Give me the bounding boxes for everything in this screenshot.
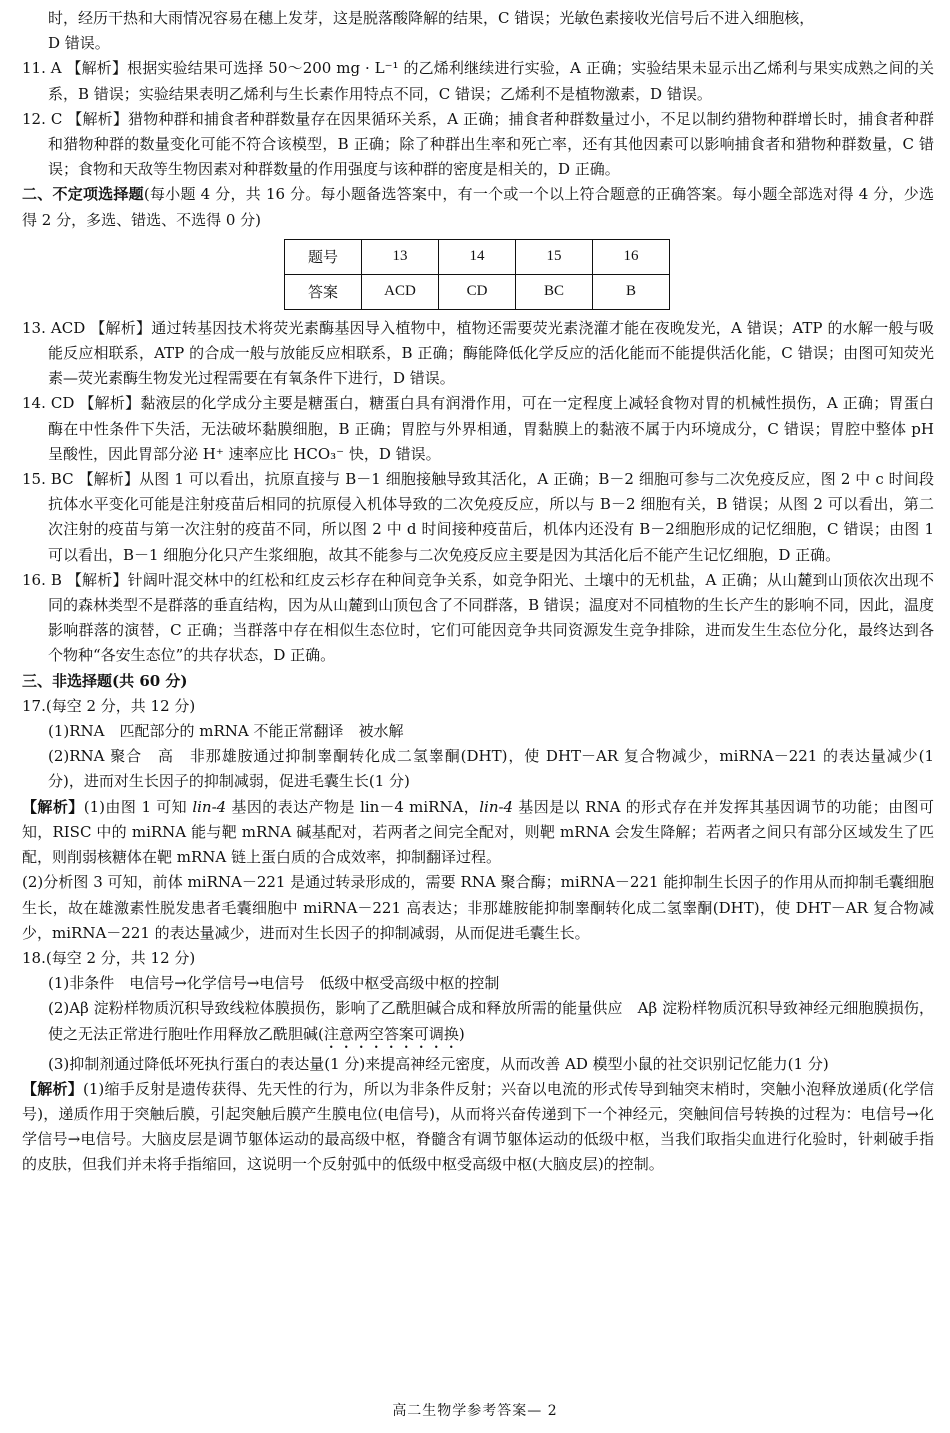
- text-run: ): [458, 1024, 465, 1043]
- text-run: 基因是以 RNA 的形式存在并发挥其基因调节的功能；由图可知，RISC 中的 miRNA 能与靶 mRNA 碱基配对，若两者之间完全配对，则靶 mRNA 会发生降解；若两者之间只有部分区域发生了匹配，则削弱核糖体在靶 mRNA 链上蛋白质的合成效率，抑制翻译过程。: [22, 797, 934, 867]
- text-run: (1)缩手反射是遗传获得、先天性的行为，所以为非条件反射；兴奋以电流的形式传导到轴突末梢时，突触小泡释放递质(化学信号)，递质作用于突触后膜，引起突触后膜产生膜电位(电信号)，从而将兴奋传递到下一个神经元，突触间信号转换的过程为：电信号→化学信号→电信号。大脑皮层是调节躯体运动的最高级中枢，脊髓含有调节躯体运动的低级中枢，当我们取指尖血进行化验时，针刺破手指的皮肤，但我们并未将手指缩回，这说明一个反射弧中的低级中枢受高级中枢(大脑皮层)的控制。: [22, 1079, 934, 1174]
- answer-page: [22, 6, 934, 1178]
- table-cell: 14: [439, 239, 516, 274]
- table-cell: ACD: [362, 274, 439, 309]
- answer-11: 11. A 【解析】根据实验结果可选择 50～200 mg · L⁻¹ 的乙烯利继续进行实验，A 正确；实验结果未显示出乙烯利与果实成熟之间的关系，B 错误；实验结果表明乙烯利与生长素作用特点不同，C 错误；乙烯利不是植物激素，D 错误。: [22, 59, 934, 103]
- q18-header: 18.(每空 2 分，共 12 分): [22, 948, 196, 967]
- section-2-heading: 二、不定项选择题: [22, 185, 144, 204]
- table-cell: 15: [516, 239, 593, 274]
- text-run: (1)由图 1 可知: [83, 797, 193, 816]
- table-cell-label: 题号: [285, 239, 362, 274]
- text-run: 基因的表达产物是 lin－4 miRNA，: [226, 797, 480, 816]
- q17-explanation-2: (2)分析图 3 可知，前体 miRNA－221 是通过转录形成的，需要 RNA 聚合酶；miRNA－221 能抑制生长因子的作用从而抑制毛囊细胞生长，故在雄激素性脱发患者毛囊细胞中 miRNA－221 高表达；非那雄胺能抑制睾酮转化成二氢睾酮(DHT)，使 DHT－AR 复合物减少，miRNA－221 的表达量减少，进而对生长因子的抑制减弱，从而促进毛囊生长。: [22, 873, 934, 942]
- text-run: (2)Aβ 淀粉样物质沉积导致线粒体膜损伤，影响了乙酰胆碱合成和释放所需的能量供应 Aβ 淀粉样物质沉积导致神经元细胞膜损伤，使之无法正常进行胞吐作用释放乙酰胆碱(: [48, 999, 934, 1043]
- gene-name: lin-4: [479, 797, 514, 816]
- q18-answer-1: (1)非条件 电信号→化学信号→电信号 低级中枢受高级中枢的控制: [48, 974, 500, 993]
- answer-14: 14. CD 【解析】黏液层的化学成分主要是糖蛋白，糖蛋白具有润滑作用，可在一定程度上减轻食物对胃的机械性损伤，A 正确；胃蛋白酶在中性条件下失活，无法破坏黏膜细胞，B 正确；胃腔与外界相通，胃黏膜上的黏液不属于内环境成分，C 错误；胃腔中整体 pH 呈酸性，因此胃部分泌 H⁺ 速率应比 HCO₃⁻ 快，D 错误。: [22, 394, 934, 463]
- page-footer: 高二生物学参考答案— 2: [392, 1403, 558, 1419]
- table-cell: 13: [362, 239, 439, 274]
- table-cell: CD: [439, 274, 516, 309]
- table-cell-label: 答案: [285, 274, 362, 309]
- answer-13: 13. ACD 【解析】通过转基因技术将荧光素酶基因导入植物中，植物还需要荧光素浇灌才能在夜晚发光，A 错误；ATP 的水解一般与吸能反应相联系，ATP 的合成一般与放能反应相联系，B 正确；酶能降低化学反应的活化能而不能提供活化能，C 错误；由图可知荧光素—荧光素酶生物发光过程需要在有氧条件下进行，D 错误。: [22, 318, 934, 388]
- answer-table: [284, 239, 670, 310]
- q18-explanation-1: [22, 1077, 934, 1178]
- table-row-answers: [285, 274, 670, 309]
- emphasis-note: 注意两空答案可调换: [323, 1024, 459, 1043]
- section-2-intro: [22, 182, 934, 232]
- gene-name: lin-4: [192, 797, 227, 816]
- answer-15: 15. BC 【解析】从图 1 可以看出，抗原直接与 B－1 细胞接触导致其活化，A 正确；B－2 细胞可参与二次免疫反应，图 2 中 c 时间段抗体水平变化可能是注射疫苗后相同的抗原侵入机体导致的二次免疫反应，所以与 B－2 细胞有关，B 错误；从图 2 可以看出，第二次注射的疫苗与第一次注射的疫苗不同，所以图 2 中 d 时间接种疫苗后，机体内还没有 B－2细胞形成的记忆细胞，C 错误；由图 1 可以看出，B－1 细胞分化只产生浆细胞，故其不能参与二次免疫反应主要是因为其活化后不能产生记忆细胞，D 正确。: [22, 470, 934, 564]
- section-3-heading: 三、非选择题(共 60 分): [22, 671, 188, 690]
- q18-answer-2: [22, 996, 934, 1051]
- q17-explanation-1: [22, 795, 934, 871]
- table-row-numbers: [285, 239, 670, 274]
- table-cell: B: [593, 274, 670, 309]
- explanation-label: 【解析】: [22, 1079, 84, 1098]
- q17-answer-1: (1)RNA 匹配部分的 mRNA 不能正常翻译 被水解: [48, 722, 404, 741]
- q17-answer-2: (2)RNA 聚合 高 非那雄胺通过抑制睾酮转化成二氢睾酮(DHT)，使 DHT－AR 复合物减少，miRNA－221 的表达量减少(1 分)，进而对生长因子的抑制减弱，促进毛囊生长(1 分): [48, 747, 934, 791]
- explanation-label: 【解析】: [22, 797, 84, 816]
- q17-header: 17.(每空 2 分，共 12 分): [22, 696, 196, 715]
- section-2-rule: (每小题 4 分，共 16 分。每小题备选答案中，有一个或一个以上符合题意的正确答案。每小题全部选对得 4 分，少选得 2 分，多选、错选、不选得 0 分): [22, 185, 934, 229]
- table-cell: BC: [516, 274, 593, 309]
- table-cell: 16: [593, 239, 670, 274]
- text-line: D 错误。: [48, 34, 110, 53]
- answer-16: 16. B 【解析】针阔叶混交林中的红松和红皮云杉存在种间竞争关系，如竞争阳光、土壤中的无机盐，A 正确；从山麓到山顶依次出现不同的森林类型不是群落的垂直结构，因为从山麓到山顶包含了不同群落，B 错误；温度对不同植物的生长产生的影响不同，因此，温度影响群落的演替，C 正确；当群落中存在相似生态位时，它们可能因竞争共同资源发生竞争排除，进而发生生态位分化，最终达到各个物种“各安生态位”的共存状态，D 正确。: [22, 570, 934, 665]
- q18-answer-3: (3)抑制剂通过降低坏死执行蛋白的表达量(1 分)来提高神经元密度，从而改善 AD 模型小鼠的社交识别记忆能力(1 分): [48, 1054, 829, 1073]
- answer-12: 12. C 【解析】猎物种群和捕食者种群数量存在因果循环关系，A 正确；捕食者种群数量过小，不足以制约猎物种群增长时，捕食者种群和猎物种群的数量变化可能不符合该模型，B 正确；除了种群出生率和死亡率，还有其他因素可以影响捕食者和猎物种群数量，C 错误；食物和天敌等生物因素对种群数量的作用强度与该种群的密度是相关的，D 正确。: [22, 109, 934, 179]
- text-line: 时，经历干热和大雨情况容易在穗上发芽，这是脱落酸降解的结果，C 错误；光敏色素接收光信号后不进入细胞核，: [48, 9, 815, 27]
